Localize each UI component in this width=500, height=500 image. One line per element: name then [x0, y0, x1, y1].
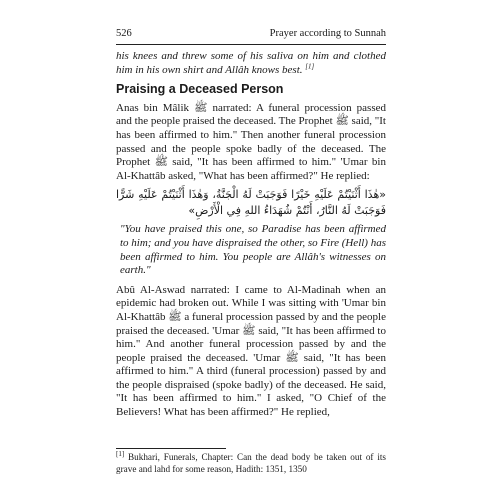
translation-quote: "You have praised this one, so Paradise has been affirmed to him; and you have dispraised the other, so Fire (Hell) has been affirmed to him. You people are Allâh's witnesses on earth." [120, 223, 386, 277]
header-divider [116, 44, 386, 45]
running-title: Prayer according to Sunnah [269, 28, 386, 39]
footnote-marker: [1] [116, 449, 125, 458]
page-header [116, 28, 386, 39]
hadith-paragraph-2: Abû Al-Aswad narrated: I came to Al-Madinah when an epidemic had broken out. While I was sitting with 'Umar bin Al-Khattâb ﷺ a funeral procession passed by and the people praised the deceased. 'Umar ﷺ said, "It has been affirmed to him." And another funeral procession passed by and the people praised the deceased. 'Umar ﷺ said, "It has been affirmed to him." A third (funeral procession) passed by and the people dispraised (spoke badly) of the deceased. He said, "It has been affirmed to him." I asked, "O Chief of the Believers! What has been affirmed?" He replied, [116, 283, 386, 419]
section-heading: Praising a Deceased Person [116, 82, 284, 97]
footnote [116, 449, 387, 475]
page-number: 526 [116, 28, 132, 39]
arabic-text: «هٰذَا أَثْنَيْتُمْ عَلَيْهِ خَيْرًا فَوَجَبَتْ لَهُ الْجَنَّةُ، وَهٰذَا أَثْنَيْتُمْ عَلَيْهِ شَرًّا فَوَجَبَتْ لَهُ النَّارُ، أَنْتُمْ شُهَدَاءُ اللهِ فِي الْأَرْضِ» [116, 188, 386, 218]
hadith-paragraph-1: Anas bin Mâlik ﷺ narrated: A funeral procession passed and the people praised the deceased. The Prophet ﷺ said, "It has been affirmed to him." Then another funeral procession passed and the people spoke badly of the deceased. The Prophet ﷺ said, "It has been affirmed to him." 'Umar bin Al-Khattâb asked, "What has been affirmed?" He replied: [116, 101, 386, 182]
footnote-divider [116, 448, 226, 449]
page-body [116, 50, 386, 420]
footnote-text: Bukhari, Funerals, Chapter: Can the dead body be taken out of its grave and lahd for some reason, Hadith: 1351, 1350 [116, 452, 387, 474]
note-marker: [1] [305, 61, 315, 70]
intro-text: his knees and threw some of his saliva on him and clothed him in his own shirt and Allâh knows best. [1] [116, 50, 386, 76]
